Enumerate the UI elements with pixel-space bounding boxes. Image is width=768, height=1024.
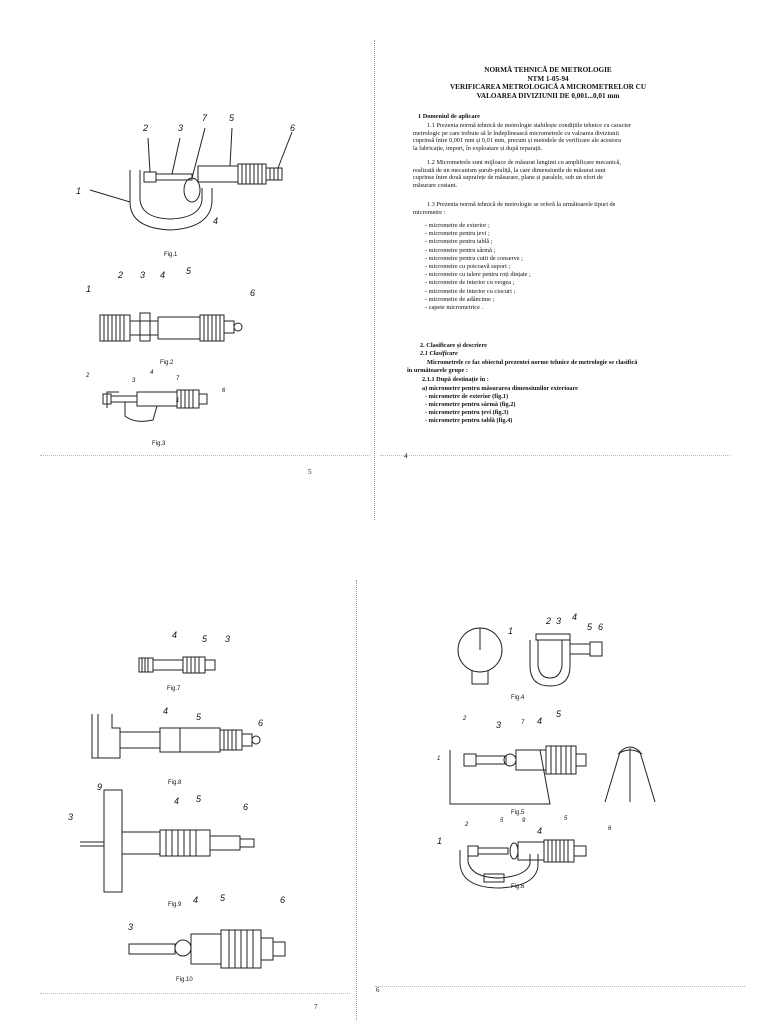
fig10-label-4: 4 — [193, 895, 199, 905]
fig3-label-2: 2 — [86, 373, 90, 379]
fig10-label-3: 3 — [128, 922, 134, 932]
fig2-caption: Fig.2 — [160, 360, 174, 366]
fig3-label-4: 4 — [150, 370, 154, 376]
fig10-caption: Fig.10 — [176, 977, 193, 983]
fig8-label-5: 5 — [196, 712, 202, 722]
fig5-label-2: 2 — [463, 716, 467, 722]
fig7-caption: Fig.7 — [167, 686, 181, 692]
list-item: - micrometre pentru tablă ; — [425, 238, 493, 246]
page-bottom-edge-top-left — [40, 455, 370, 456]
fig2-label-3: 3 — [140, 270, 146, 280]
doc-title-line-3: VERIFICAREA METROLOGICĂ A MICROMETRELOR CU — [449, 83, 647, 92]
fig7-label-4: 4 — [172, 630, 178, 640]
fig8-label-6: 6 — [258, 718, 264, 728]
fig5-label-1: 1 — [437, 756, 441, 762]
fig1-label-4: 4 — [213, 216, 219, 226]
fig6-label-2: 2 — [465, 822, 469, 828]
paragraph-1-2-line-2: realizată de un mecanism șurub-piuliță, la care dimensiunile de măsurat sunt — [413, 166, 606, 174]
paragraph-1-2-line-3: cuprinse între două suprafețe de măsurare, plane și paralele, sub un efort de — [413, 174, 603, 182]
page-bottom-edge-top-right — [380, 455, 730, 456]
fig3-label-6: 6 — [222, 388, 226, 394]
group-a-item: - micrometre pentru țevi (fig.3) — [425, 409, 509, 416]
fig10-label-6: 6 — [280, 895, 286, 905]
fig4-label-3: 3 — [556, 616, 562, 626]
doc-title-line-1: NORMĂ TEHNICĂ DE METROLOGIE — [484, 66, 612, 74]
paragraph-2-1-line-2: în următoarele grupe : — [407, 366, 468, 374]
page-bottom-edge-bottom-right — [375, 986, 745, 987]
fig4-label-5: 5 — [587, 622, 593, 632]
micrometer-wire-drawing — [90, 295, 250, 355]
fig6-label-5b: 5 — [564, 816, 568, 822]
fig4-label-1: 1 — [508, 626, 514, 636]
list-item: - micrometre cu potcoavă suport ; — [425, 263, 511, 270]
fig6-label-1: 1 — [437, 836, 443, 846]
fig1-label-2: 2 — [143, 123, 149, 133]
fig4-label-4: 4 — [572, 612, 578, 622]
page-divider-bottom — [356, 580, 357, 1020]
paragraph-1-3-line-2: micrometre : — [413, 208, 446, 216]
fig5-caption: Fig.5 — [511, 810, 525, 816]
section-2-heading: 2. Clasificare și descriere — [420, 342, 487, 349]
fig1-caption: Fig.1 — [164, 252, 178, 258]
fig9-label-4: 4 — [174, 796, 180, 806]
doc-title-line-4: VALOAREA DIVIZIUNII DE 0,001...0,01 mm — [476, 91, 620, 100]
fig3-caption: Fig.3 — [152, 441, 166, 447]
fig6-label-6: 6 — [608, 826, 612, 832]
fig10-label-5: 5 — [220, 893, 226, 903]
fig2-label-6: 6 — [250, 288, 256, 298]
fig5-label-5: 5 — [556, 709, 562, 719]
paragraph-1-1-line-4: la fabricație, import, în exploatare și după reparații. — [413, 144, 543, 152]
fig5-label-3: 3 — [496, 720, 502, 730]
section-2-1-heading: 2.1 Clasificare — [420, 350, 458, 357]
fig7-label-3: 3 — [225, 634, 231, 644]
micrometer-exterior-drawing — [60, 110, 320, 250]
fig9-label-3: 3 — [68, 812, 74, 822]
paragraph-1-2-line-4: măsurare costant. — [413, 181, 458, 189]
fig1-label-7: 7 — [202, 113, 208, 123]
paragraph-1-1-line-3: cuprinsă între 0,001 mm și 0,01 mm, precum și metodele de verificare ale acestora — [413, 137, 622, 145]
doc-title-line-2: NTM 1-05-94 — [527, 74, 569, 83]
fig1-label-5: 5 — [229, 113, 235, 123]
fig8-label-4: 4 — [163, 706, 169, 716]
fig4-label-2: 2 — [546, 616, 552, 626]
list-item: - capete micrometrice . — [425, 304, 484, 311]
paragraph-1-3-line-1: 1.3 Prezenta normă tehnică de metrologie se referă la următoarele tipuri de — [427, 201, 616, 208]
list-item: - micrometre pentru cutii de conserve ; — [425, 254, 523, 262]
page-number: 7 — [314, 1003, 318, 1011]
fig3-label-3: 3 — [132, 378, 136, 384]
fig2-label-1: 1 — [86, 284, 92, 294]
paragraph-1-1-line-1: 1.1 Prezenta normă tehnică de metrologie stabilește condițiile tehnice cu caracter — [427, 122, 632, 129]
group-a-item: - micrometre pentru sârmă (fig.2) — [425, 401, 516, 408]
fig6-label-4: 4 — [537, 826, 543, 836]
fig3-label-1: 1 — [176, 398, 180, 404]
fig9-label-6: 6 — [243, 802, 249, 812]
list-item: - micrometre cu talere pentru roți dințate ; — [425, 271, 531, 279]
group-a-heading: a) micrometre pentru măsurarea dimensiunilor exterioare — [422, 384, 578, 392]
paragraph-1-2-line-1: 1.2 Micrometrele sunt mijloace de măsurat lungimi cu amplificare mecanică, — [427, 159, 621, 166]
fig5-label-4: 4 — [537, 716, 543, 726]
fig2-label-5: 5 — [186, 266, 192, 276]
micrometer-head-with-rod-drawing — [125, 918, 295, 978]
micrometer-sheet-drawing — [450, 620, 620, 700]
fig7-label-5: 5 — [202, 634, 208, 644]
fig4-label-6: 6 — [598, 622, 604, 632]
fig9-label-9: 9 — [97, 782, 103, 792]
fig1-label-6: 6 — [290, 123, 296, 133]
list-item: - micrometre de adâncime ; — [425, 295, 495, 303]
fig1-label-3: 3 — [178, 123, 184, 133]
micrometer-support-drawing — [440, 820, 610, 890]
section-2-1-1-heading: 2.1.1 După destinație în : — [422, 376, 489, 383]
group-a-item: - micrometre de exterior (fig.1) — [425, 393, 509, 400]
micrometer-head-drawing — [135, 648, 225, 682]
paragraph-1-1-line-2: metrologic pe care trebuie să le îndeplinească micrometrele cu valoarea diviziunii — [413, 129, 619, 137]
fig5-label-7: 7 — [521, 720, 525, 726]
fig8-caption: Fig.8 — [168, 780, 182, 786]
page-number: 4 — [404, 452, 408, 460]
fig3-label-7: 7 — [176, 376, 180, 382]
micrometer-interior-jaws-drawing — [80, 708, 270, 768]
micrometer-conserve-can-drawing — [430, 712, 700, 812]
micrometer-pipe-drawing — [95, 380, 225, 430]
fig9-caption: Fig.9 — [168, 902, 182, 908]
paragraph-2-1-line-1: Micrometrele ce fac obiectul prezentei norme tehnice de metrologie se clasifică — [427, 359, 638, 366]
fig1-label-1: 1 — [76, 186, 82, 196]
fig9-label-5: 5 — [196, 794, 202, 804]
group-a-item: - micrometre pentru tablă (fig.4) — [425, 417, 513, 424]
fig6-label-5: 5 — [500, 818, 504, 824]
page-bottom-edge-bottom-left — [40, 993, 350, 994]
section-1-heading: 1 Domeniul de aplicare — [418, 113, 480, 120]
list-item: - micrometre de exterior ; — [425, 222, 490, 229]
page-number: 6 — [376, 986, 380, 994]
page-divider-top — [374, 40, 375, 520]
list-item: - micrometre pentru sârmă ; — [425, 246, 496, 254]
fig6-label-9: 9 — [522, 818, 526, 824]
list-item: - micrometre pentru țevi ; — [425, 230, 490, 238]
list-item: - micrometre de interior cu ciocuri ; — [425, 287, 516, 295]
fig6-caption: Fig.6 — [511, 884, 525, 890]
fig2-label-4: 4 — [160, 270, 166, 280]
page-number: 5 — [308, 468, 312, 476]
micrometer-depth-drawing — [70, 782, 270, 902]
list-item: - micrometre de interior cu vergea ; — [425, 279, 515, 287]
fig2-label-2: 2 — [118, 270, 124, 280]
fig4-caption: Fig.4 — [511, 695, 525, 701]
